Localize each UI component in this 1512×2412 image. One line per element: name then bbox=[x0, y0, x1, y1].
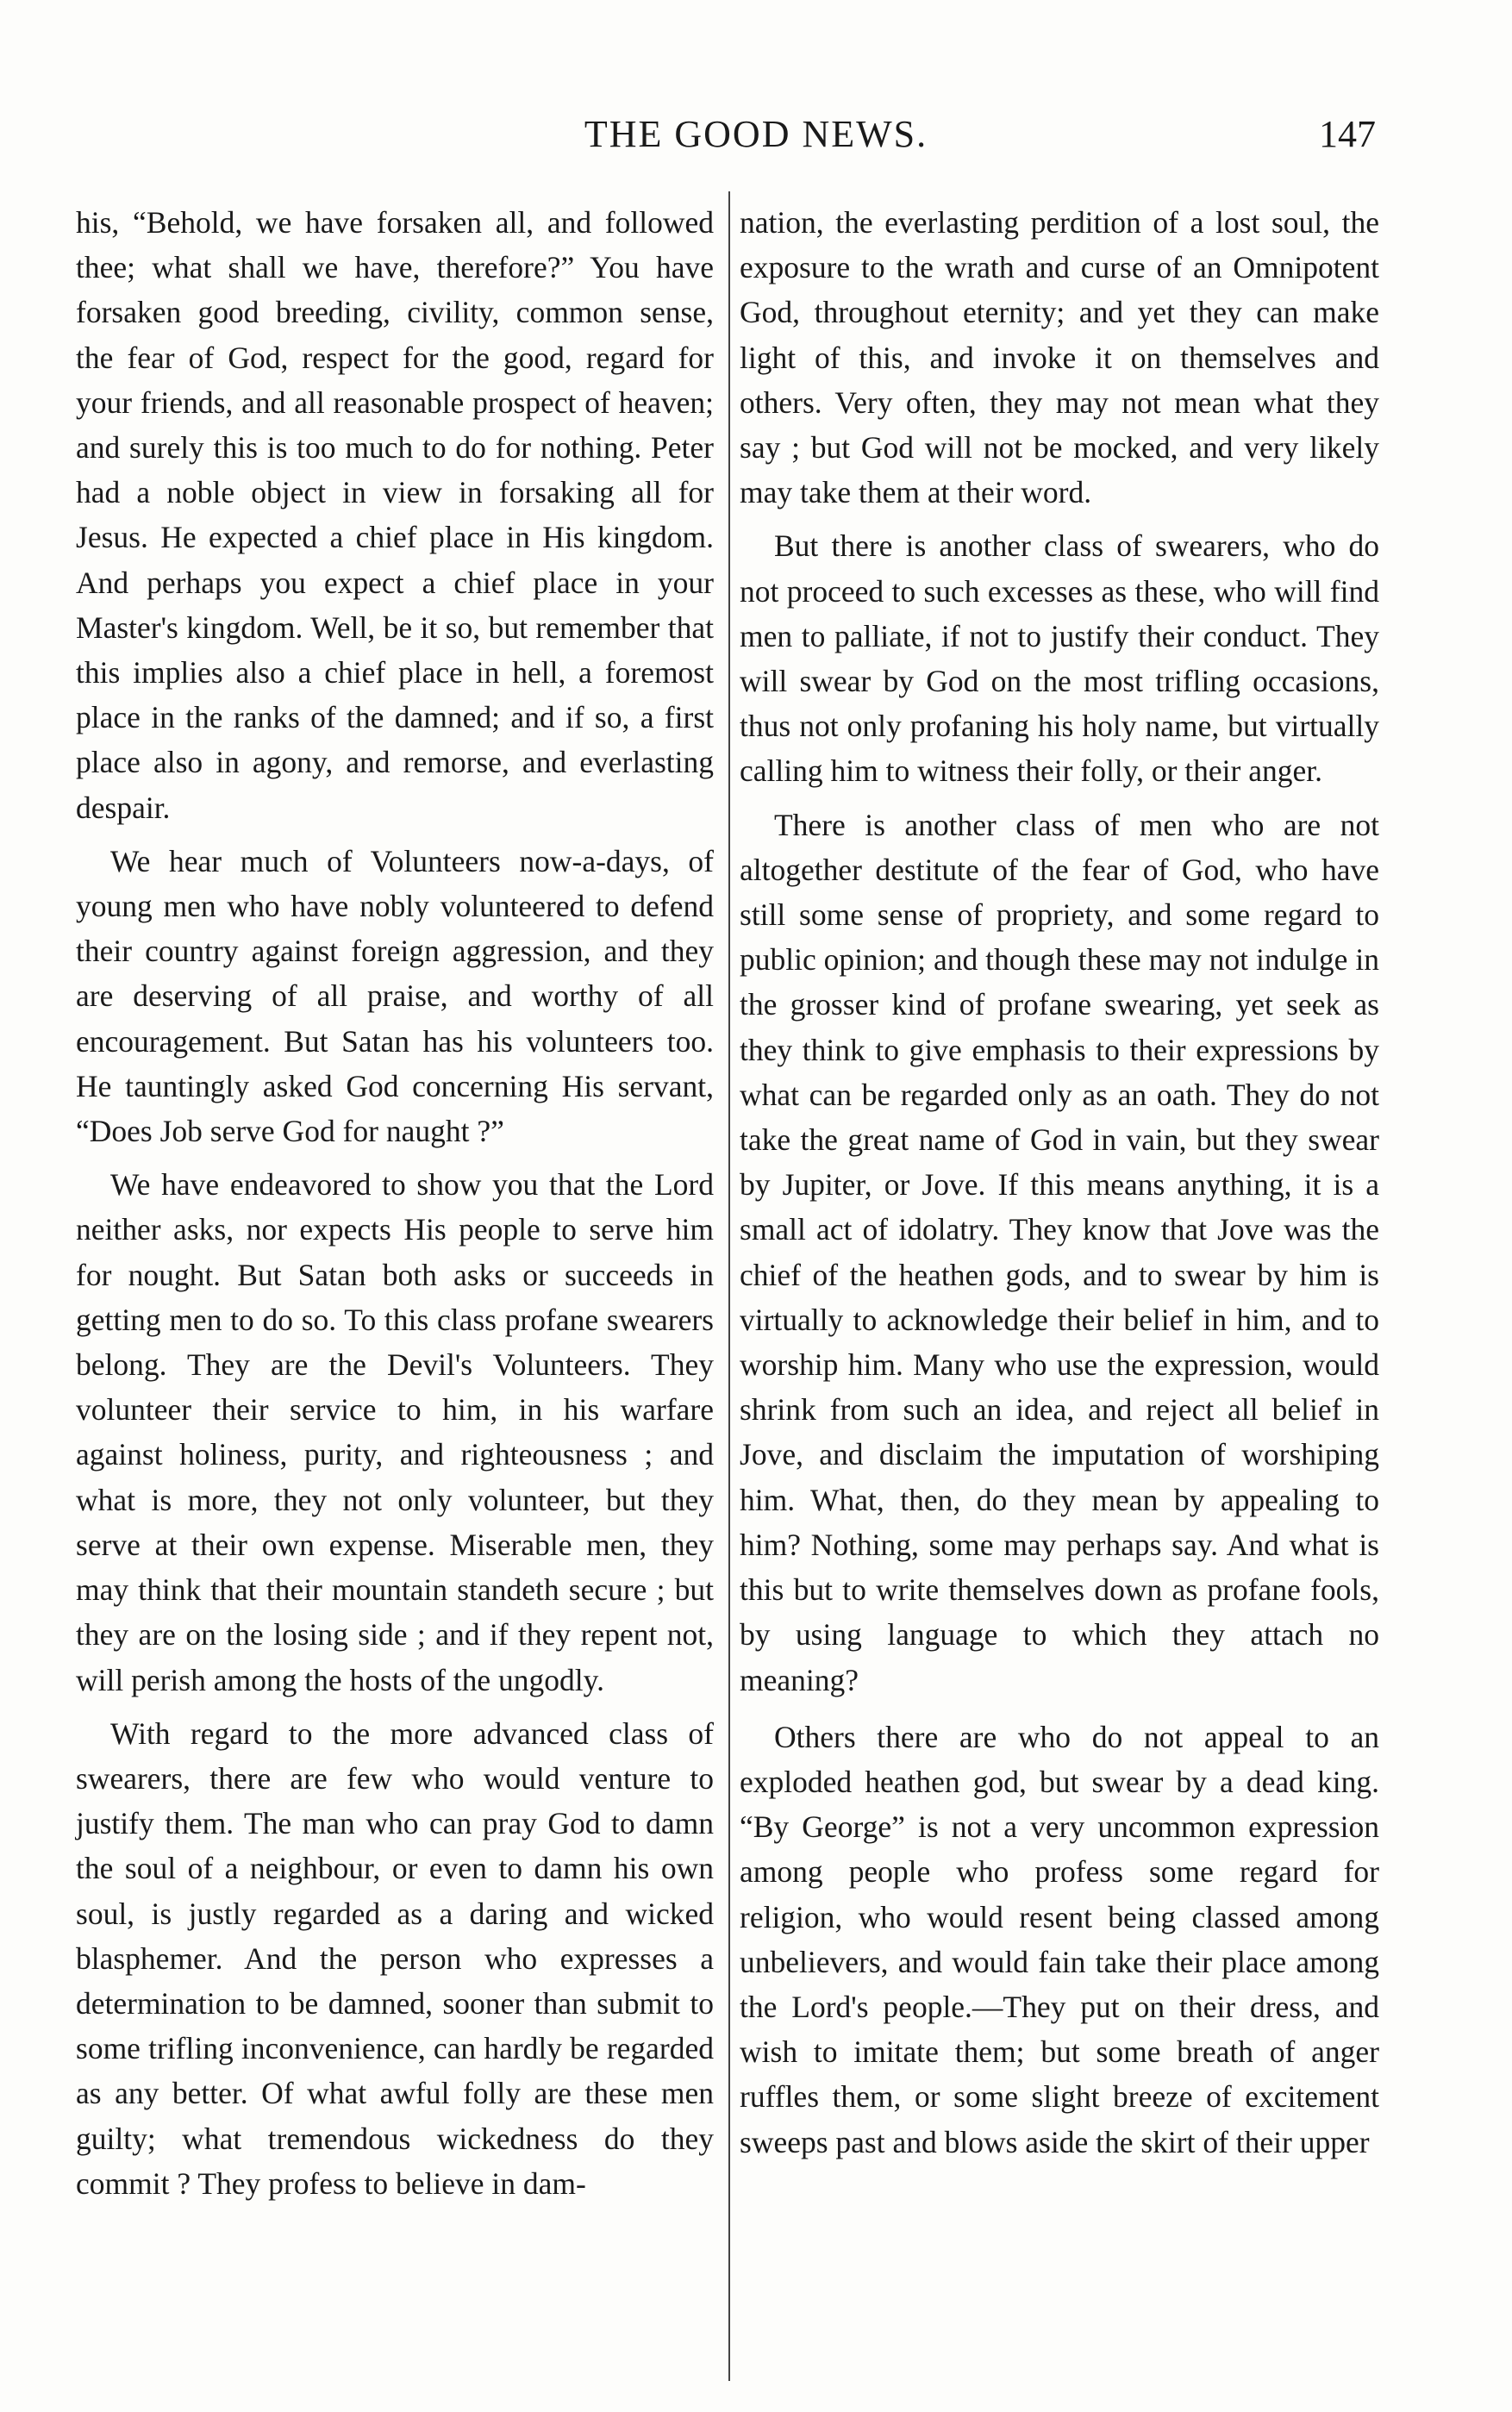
paragraph: There is another class of men who are not altogether destitute of the fear of God, who have still some sense of propriety, and some regard to public opinion; and though these may not indulge in the grosser kind of profane swearing, yet seek as they think to give emphasis to their expressions by what can be regarded only as an oath. They do not take the great name of God in vain, but they swear by Jupiter, or Jove. If this means anything, it is a small act of idolatry. They know that Jove was the chief of the heathen gods, and to swear by him is virtually to acknowledge their belief in him, and to worship him. Many who use the expression, would shrink from such an idea, and reject all belief in Jove, and disclaim the imputation of worshiping him. What, then, do they mean by appealing to him? Nothing, some may perhaps say. And what is this but to write themselves down as profane fools, by using language to which they attach no meaning? bbox=[740, 807, 1379, 1697]
paragraph: We hear much of Volunteers now-a-days, of young men who have nobly volunteered to defend their country against foreign aggression, and they are deserving of all praise, and worthy of all encouragement. But Satan has his volunteers too. He tauntingly asked God concerning His servant, “Does Job serve God for naught ?” bbox=[76, 843, 714, 1149]
page-number: 147 bbox=[1319, 113, 1376, 155]
left-column bbox=[76, 200, 714, 2215]
paragraph: With regard to the more advanced class of swearers, there are few who would venture to justify them. The man who can pray God to damn the soul of a neighbour, or even to damn his own soul, is justly regarded as a daring and wicked blasphemer. And the person who expresses a determination to be damned, sooner than submit to some trifling inconvenience, can hardly be regarded as any better. Of what awful folly are these men guilty; what tremendous wickedness do they commit ? They profess to believe in dam- bbox=[76, 1715, 714, 2201]
right-column bbox=[740, 200, 1379, 2173]
page-header bbox=[0, 112, 1512, 164]
paragraph: But there is another class of swearers, who do not proceed to such excesses as these, who will find men to palliate, if not to justify their conduct. They will swear by God on the most trifling occasions, thus not only profaning his holy name, but virtually calling him to witness their folly, or their anger. bbox=[740, 528, 1379, 789]
column-divider bbox=[728, 191, 730, 2381]
paragraph: nation, the everlasting perdition of a lost soul, the exposure to the wrath and curse of an Omnipotent God, throughout eternity; and yet they can make light of this, and invoke it on themselves and others. Very often, they may not mean what they say ; but God will not be mocked, and very likely may take them at their word. bbox=[740, 205, 1379, 510]
running-title: THE GOOD NEWS. bbox=[584, 113, 928, 155]
paragraph: We have endeavored to show you that the Lord neither asks, nor expects His people to serve him for nought. But Satan both asks or succeeds in getting men to do so. To this class profane swearers belong. They are the Devil's Volunteers. They volunteer their service to him, in his warfare against holiness, purity, and righteousness ; and what is more, they not only volunteer, but they serve at their own expense. Miserable men, they may think that their mountain standeth secure ; but they are on the losing side ; and if they repent not, will perish among the hosts of the ungodly. bbox=[76, 1167, 714, 1697]
paragraph: Others there are who do not appeal to an exploded heathen god, but swear by a dead king. “By George” is not a very uncommon expression among people who profess some regard for religion, who would resent being classed among unbelievers, and would fain take their place among the Lord's people.—They put on their dress, and wish to imitate them; but some breath of anger ruffles them, or some slight breeze of excitement sweeps past and blows aside the skirt of their upper bbox=[740, 1719, 1379, 2159]
paragraph: his, “Behold, we have forsaken all, and followed thee; what shall we have, therefore?” You have forsaken good breeding, civility, common sense, the fear of God, respect for the good, regard for your friends, and all reasonable prospect of heaven; and surely this is too much to do for nothing. Peter had a noble object in view in forsaking all for Jesus. He expected a chief place in His kingdom. And perhaps you expect a chief place in your Master's kingdom. Well, be it so, but remember that this implies also a chief place in hell, a foremost place in the ranks of the damned; and if so, a first place also in agony, and remorse, and everlasting despair. bbox=[76, 205, 714, 825]
